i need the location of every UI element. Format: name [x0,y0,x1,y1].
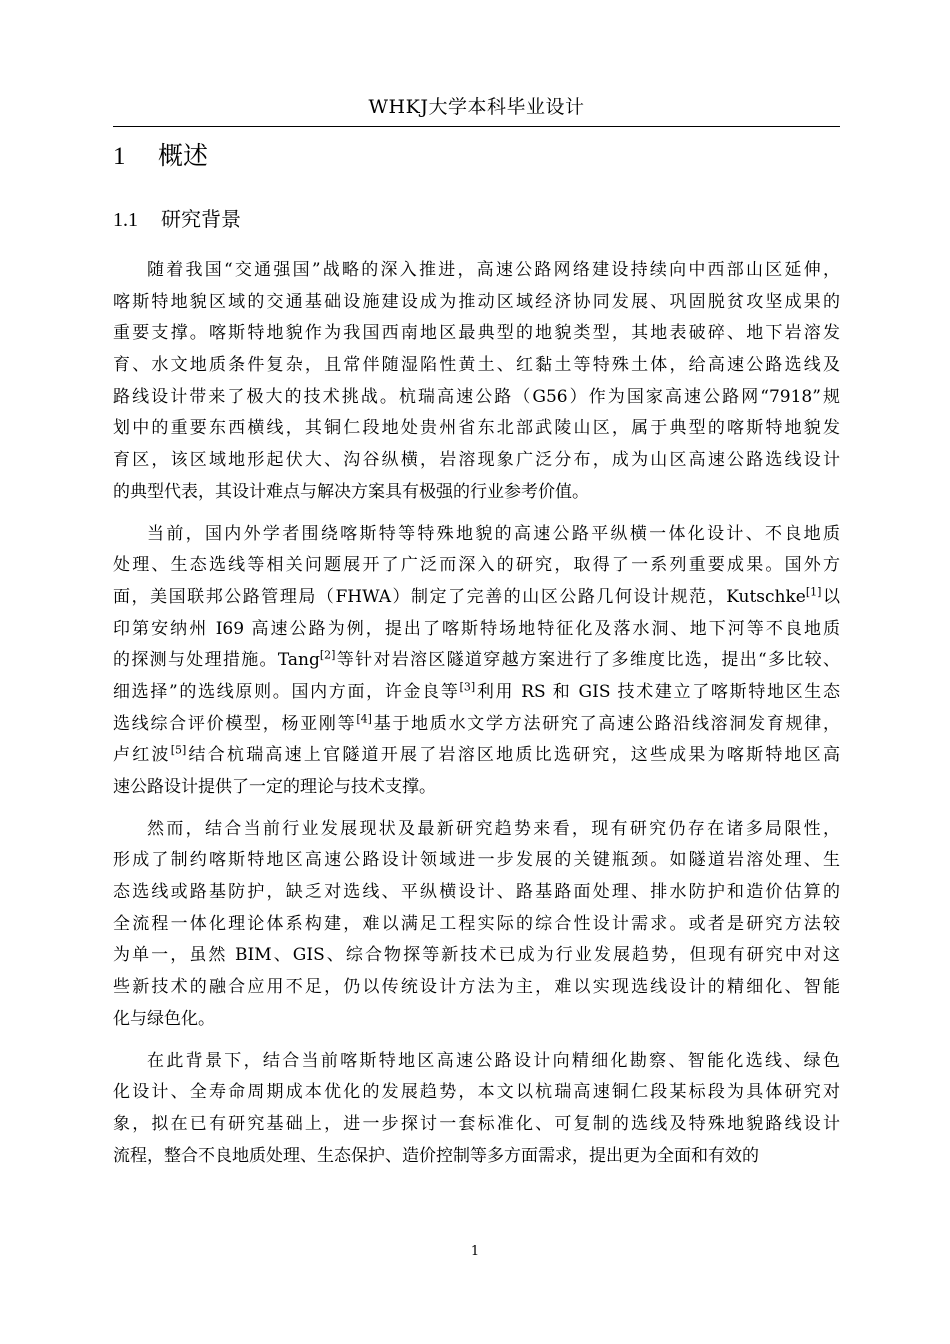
body-paragraph [113,814,840,1036]
body-text [113,255,840,1182]
text-line: 化设计、全寿命周期成本优化的发展趋势，本文以杭瑞高速铜仁段某标段为具体研究对 [113,1082,840,1103]
page-header: WHKJ大学本科毕业设计 [368,96,585,118]
text-line: 然而，结合当前行业发展现状及最新研究趋势来看，现有研究仍存在诸多局限性， [147,818,840,839]
chapter-number: 1 [113,143,126,170]
citation-marker: [1] [805,585,822,599]
text-line: 随着我国“交通强国”战略的深入推进，高速公路网络建设持续向中西部山区延伸， [147,260,840,280]
text-line: 形成了制约喀斯特地区高速公路设计领域进一步发展的关键瓶颈。如隧道岩溶处理、生 [113,850,840,871]
text-line: 在此背景下，结合当前喀斯特地区高速公路设计向精细化勘察、智能化选线、绿色 [147,1050,840,1071]
citation-marker: [4] [356,711,372,725]
text-line: 的探测与处理措施。Tang[2]等针对岩溶区隧道穿越方案进行了多维度比选，提出“多比较、 [113,648,840,671]
text-line: 路线设计带来了极大的技术挑战。杭瑞高速公路（G56）作为国家高速公路网“7918”规 [113,386,840,407]
body-paragraph [113,255,840,509]
body-paragraph [113,519,840,804]
text-line: 些新技术的融合应用不足，仍以传统设计方法为主，难以实现选线设计的精细化、智能 [113,977,840,998]
text-line: 育、水文地质条件复杂，且常伴随湿陷性黄土、红黏土等特殊土体，给高速公路选线及 [113,355,840,376]
text-line: 化与绿色化。 [113,1008,215,1029]
chapter-heading [113,138,208,174]
text-line: 喀斯特地貌区域的交通基础设施建设成为推动区域经济协同发展、巩固脱贫攻坚成果的 [113,291,840,312]
citation-marker: [5] [170,743,187,757]
section-heading [113,204,241,234]
text-line: 当前，国内外学者围绕喀斯特等特殊地貌的高速公路平纵横一体化设计、不良地质 [147,523,840,544]
text-line: 划中的重要东西横线，其铜仁段地处贵州省东北部武陵山区，属于典型的喀斯特地貌发 [113,418,840,439]
citation-marker: [2] [319,648,336,662]
body-paragraph [113,1046,840,1173]
chapter-title: 概述 [158,141,209,170]
citation-marker: [3] [459,680,476,694]
text-line: 态选线或路基防护，缺乏对选线、平纵横设计、路基路面处理、排水防护和造价估算的 [113,882,840,903]
text-line: 流程，整合不良地质处理、生态保护、造价控制等多方面需求，提出更为全面和有效的 [113,1145,759,1166]
text-line: 全流程一体化理论体系构建，难以满足工程实际的综合性设计需求。或者是研究方法较 [113,913,840,934]
text-line: 速公路设计提供了一定的理论与技术支撑。 [113,777,436,797]
text-line: 重要支撑。喀斯特地貌作为我国西南地区最典型的地貌类型，其地表破碎、地下岩溶发 [113,323,840,344]
text-line: 象，拟在已有研究基础上，进一步探讨一套标准化、可复制的选线及特殊地貌路线设计 [113,1113,840,1134]
section-number: 1.1 [113,209,138,231]
text-line: 细选择”的选线原则。国内方面，许金良等[3]利用 RS 和 GIS 技术建立了喀斯特地区生态 [113,680,840,702]
text-line: 育区，该区域地形起伏大、沟谷纵横，岩溶现象广泛分布，成为山区高速公路选线设计 [113,450,840,471]
header-divider [113,126,840,127]
text-line: 的典型代表，其设计难点与解决方案具有极强的行业参考价值。 [113,481,589,502]
text-line: 印第安纳州 I69 高速公路为例，提出了喀斯特场地特征化及落水洞、地下河等不良地质 [113,618,840,639]
text-line: 面，美国联邦公路管理局（FHWA）制定了完善的山区公路几何设计规范，Kutschke[1]以 [113,585,841,607]
text-line: 选线综合评价模型，杨亚刚等[4]基于地质水文学方法研究了高速公路沿线溶洞发育规律， [113,711,841,734]
text-line: 为单一，虽然 BIM、GIS、综合物探等新技术已成为行业发展趋势，但现有研究中对这 [113,945,840,966]
text-line: 卢红波[5]结合杭瑞高速上官隧道开展了岩溶区地质比选研究，这些成果为喀斯特地区高 [113,743,841,766]
page-number: 1 [470,1244,480,1259]
section-title: 研究背景 [161,207,241,231]
text-line: 处理、生态选线等相关问题展开了广泛而深入的研究，取得了一系列重要成果。国外方 [113,555,840,576]
